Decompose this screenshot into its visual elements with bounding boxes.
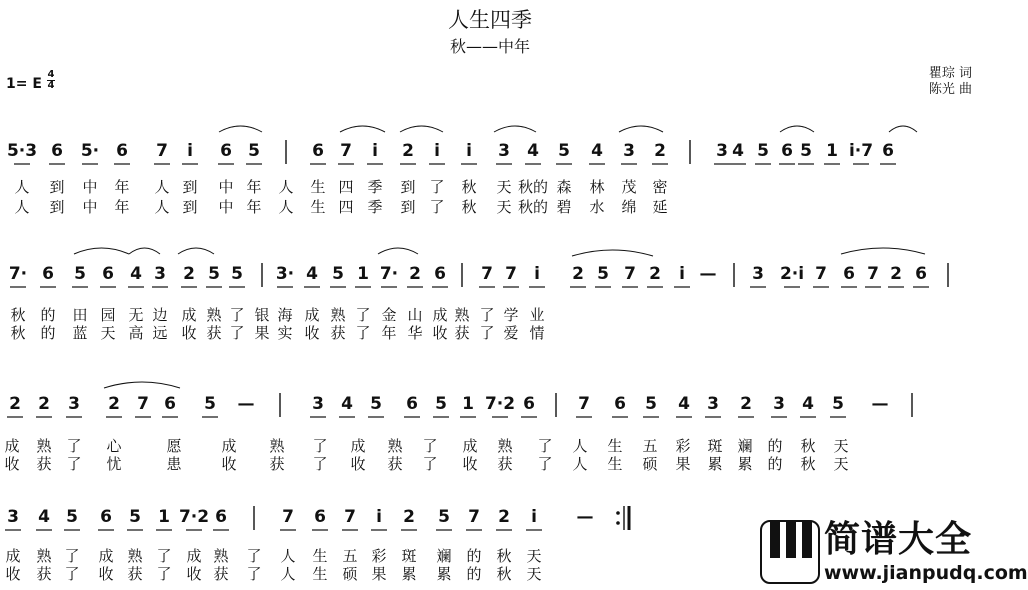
note-token: 2 (409, 264, 421, 284)
lyric-char: 获 (36, 455, 52, 473)
note-token: 7 (815, 264, 827, 284)
lyric-char: 到 (400, 198, 416, 216)
lyric-char: 中 (82, 178, 98, 196)
lyric-char: 年 (246, 178, 262, 196)
note-token: 1 (462, 394, 474, 414)
lyric-char: 秋 (10, 306, 26, 324)
lyric-char: 人 (154, 198, 170, 216)
slur-arc (841, 248, 925, 254)
note-token: i·7 (848, 141, 874, 161)
lyric-char: 秋的 (517, 198, 549, 216)
lyric-char: 生 (310, 198, 326, 216)
lyricist-credit: 瞿琮 词 (928, 66, 972, 81)
note-token: 7 (344, 507, 356, 527)
note-token: 2 (654, 141, 666, 161)
lyric-char: 林 (589, 178, 605, 196)
lyric-char: 蓝 (72, 324, 88, 342)
lyric-char: 茂 (621, 178, 637, 196)
lyric-char: 高 (128, 324, 144, 342)
lyric-char: 密 (652, 178, 668, 196)
lyric-char: 成 (4, 437, 20, 455)
lyric-char: 中 (218, 178, 234, 196)
lyric-char: 收 (186, 565, 202, 583)
note-token: 7 (156, 141, 168, 161)
lyric-char: 山 (407, 306, 423, 324)
note-token: 1 (826, 141, 838, 161)
lyric-char: 到 (182, 198, 198, 216)
note-token: 5 (435, 394, 447, 414)
lyric-char: 彩 (371, 547, 387, 565)
lyric-char: 绵 (621, 198, 637, 216)
lyric-char: 熟 (497, 437, 513, 455)
lyric-char: 获 (36, 565, 52, 583)
lyric-char: 情 (529, 324, 545, 342)
slur-arc (74, 248, 129, 254)
note-token: 5 (248, 141, 260, 161)
lyric-char: 获 (454, 324, 470, 342)
lyric-char: 四 (338, 198, 354, 216)
lyric-char: 了 (246, 547, 262, 565)
lyric-char: 天 (496, 178, 512, 196)
note-token: 2 (740, 394, 752, 414)
note-token: 7·2 (484, 394, 516, 414)
lyric-char: 成 (350, 437, 366, 455)
lyric-char: 四 (338, 178, 354, 196)
lyric-char: 成 (186, 547, 202, 565)
lyric-char: 的 (466, 565, 482, 583)
lyric-char: 成 (5, 547, 21, 565)
lyric-char: 愿 (166, 437, 182, 455)
lyric-char: 的 (466, 547, 482, 565)
lyric-char: 获 (127, 565, 143, 583)
lyric-char: 人 (572, 437, 588, 455)
note-token: 2 (498, 507, 510, 527)
lyric-char: 收 (304, 324, 320, 342)
slur-arc (400, 126, 443, 132)
lyric-char: 秋的 (517, 178, 549, 196)
note-token: 7 (867, 264, 879, 284)
lyric-char: 人 (14, 178, 30, 196)
note-token: 6 (781, 141, 793, 161)
note-token: 6 (523, 394, 535, 414)
slur-arc (780, 126, 814, 132)
lyric-char: 人 (280, 565, 296, 583)
lyric-char: 获 (497, 455, 513, 473)
lyric-char: 天 (526, 547, 542, 565)
slur-arc (178, 248, 214, 254)
lyric-char: 年 (114, 198, 130, 216)
note-token: 6 (220, 141, 232, 161)
lyric-char: 收 (4, 455, 20, 473)
note-token: i (434, 141, 440, 161)
note-token: 4 (732, 141, 744, 161)
note-token: 7 (505, 264, 517, 284)
lyric-char: 斓 (737, 437, 753, 455)
lyric-char: 到 (400, 178, 416, 196)
note-token: 3 (7, 507, 19, 527)
note-token: 2 (183, 264, 195, 284)
lyric-char: 五 (342, 547, 358, 565)
lyric-char: 年 (246, 198, 262, 216)
lyric-char: 熟 (36, 437, 52, 455)
lyric-char: 到 (49, 198, 65, 216)
lyric-char: 获 (206, 324, 222, 342)
note-token: 3 (312, 394, 324, 414)
lyric-char: 生 (310, 178, 326, 196)
note-token: 6 (406, 394, 418, 414)
lyric-char: 了 (429, 198, 445, 216)
slur-arc (494, 126, 536, 132)
lyric-char: 成 (432, 306, 448, 324)
lyric-char: 人 (154, 178, 170, 196)
lyric-char: 了 (229, 324, 245, 342)
note-token: i (466, 141, 472, 161)
lyric-char: 秋 (461, 178, 477, 196)
lyric-char: 成 (221, 437, 237, 455)
lyric-char: 无 (128, 306, 144, 324)
lyric-char: 累 (436, 565, 452, 583)
note-token: 6 (100, 507, 112, 527)
note-token: 2 (403, 507, 415, 527)
lyric-char: 了 (66, 437, 82, 455)
lyric-char: 收 (350, 455, 366, 473)
note-token: 5 (66, 507, 78, 527)
lyric-char: 天 (833, 437, 849, 455)
lyric-char: 水 (589, 198, 605, 216)
piano-icon (760, 520, 820, 584)
slur-arc (219, 126, 262, 132)
note-token: 2 (649, 264, 661, 284)
note-token: 7 (624, 264, 636, 284)
note-token: 7 (481, 264, 493, 284)
note-token: i (376, 507, 382, 527)
note-token: 6 (215, 507, 227, 527)
lyric-char: 年 (381, 324, 397, 342)
lyric-char: 人 (280, 547, 296, 565)
lyric-char: 累 (707, 455, 723, 473)
note-token: 4 (527, 141, 539, 161)
lyric-char: 心 (106, 437, 122, 455)
lyric-char: 了 (422, 437, 438, 455)
lyric-char: 熟 (454, 306, 470, 324)
note-token: 6 (116, 141, 128, 161)
lyric-char: 人 (278, 178, 294, 196)
lyric-char: 了 (156, 547, 172, 565)
note-token: 7 (282, 507, 294, 527)
note-token: 5 (438, 507, 450, 527)
repeat-dot (616, 521, 620, 525)
note-token: 2 (572, 264, 584, 284)
lyric-char: 的 (40, 324, 56, 342)
lyric-char: 熟 (269, 437, 285, 455)
note-token: 6 (312, 141, 324, 161)
lyric-char: 园 (100, 306, 116, 324)
lyric-char: 了 (422, 455, 438, 473)
lyric-char: 田 (72, 306, 88, 324)
slur-arc (889, 126, 917, 132)
note-token: 2 (890, 264, 902, 284)
lyric-char: 天 (833, 455, 849, 473)
lyric-char: 成 (181, 306, 197, 324)
lyric-char: 爱 (503, 324, 519, 342)
note-token: 6 (314, 507, 326, 527)
lyric-char: 熟 (36, 547, 52, 565)
lyric-char: 了 (355, 324, 371, 342)
lyric-char: 人 (14, 198, 30, 216)
lyric-char: 到 (182, 178, 198, 196)
note-token: 5 (204, 394, 216, 414)
note-token: i (679, 264, 685, 284)
lyric-char: 了 (355, 306, 371, 324)
note-token: 5 (332, 264, 344, 284)
lyric-char: 斓 (436, 547, 452, 565)
lyric-char: 金 (381, 306, 397, 324)
note-token: 3 (623, 141, 635, 161)
lyric-char: 斑 (401, 547, 417, 565)
lyric-char: 远 (152, 324, 168, 342)
note-token: 5 (597, 264, 609, 284)
note-token: 5 (74, 264, 86, 284)
note-token: 7· (379, 264, 399, 284)
note-token: 5 (558, 141, 570, 161)
note-token: 3 (752, 264, 764, 284)
note-token: 2 (38, 394, 50, 414)
site-url: www.jianpudq.com (824, 562, 1028, 584)
note-token: 4 (591, 141, 603, 161)
lyric-char: 累 (737, 455, 753, 473)
note-token: 7 (468, 507, 480, 527)
lyric-char: 获 (387, 455, 403, 473)
lyric-char: 天 (526, 565, 542, 583)
lyric-char: 了 (537, 455, 553, 473)
lyric-char: 生 (312, 565, 328, 583)
lyric-char: 边 (152, 306, 168, 324)
note-token: 4 (306, 264, 318, 284)
note-token: 6 (915, 264, 927, 284)
lyric-char: 收 (5, 565, 21, 583)
page-subtitle: 秋——中年 (449, 37, 530, 56)
lyric-char: 了 (312, 455, 328, 473)
note-token: 4 (38, 507, 50, 527)
lyric-char: 秋 (10, 324, 26, 342)
brand-name: 简谱大全 (824, 519, 973, 560)
note-token: 6 (434, 264, 446, 284)
lyric-char: 季 (367, 178, 383, 196)
note-token: 2 (108, 394, 120, 414)
lyric-char: 了 (312, 437, 328, 455)
note-token: 2·i (779, 264, 805, 284)
lyric-char: 成 (98, 547, 114, 565)
note-token: 5· (80, 141, 100, 161)
note-token: 1 (158, 507, 170, 527)
note-token: 3 (716, 141, 728, 161)
note-token: 4 (678, 394, 690, 414)
lyric-char: 生 (607, 455, 623, 473)
note-token: 7 (578, 394, 590, 414)
note-token: 3 (154, 264, 166, 284)
note-token: 6 (882, 141, 894, 161)
note-token: i (534, 264, 540, 284)
note-token: 3 (707, 394, 719, 414)
lyric-char: 成 (462, 437, 478, 455)
note-token: 5 (208, 264, 220, 284)
note-token: 5 (370, 394, 382, 414)
lyric-char: 收 (462, 455, 478, 473)
lyric-char: 果 (254, 324, 270, 342)
lyric-char: 碧 (556, 198, 572, 216)
lyric-char: 秋 (461, 198, 477, 216)
lyric-char: 熟 (127, 547, 143, 565)
lyric-char: 天 (496, 198, 512, 216)
slur-arc (572, 250, 653, 256)
note-token: 1 (357, 264, 369, 284)
lyric-char: 人 (572, 455, 588, 473)
lyric-char: 到 (49, 178, 65, 196)
lyric-char: 熟 (330, 306, 346, 324)
lyric-char: 的 (767, 437, 783, 455)
page-title: 人生四季 (448, 8, 532, 32)
lyric-char: 果 (675, 455, 691, 473)
lyric-char: 硕 (642, 455, 658, 473)
lyric-char: 忧 (106, 455, 122, 473)
lyric-char: 秋 (800, 437, 816, 455)
note-token: 6 (843, 264, 855, 284)
note-token: 3 (773, 394, 785, 414)
note-token: 7 (137, 394, 149, 414)
note-token: 6 (164, 394, 176, 414)
note-token: 7 (340, 141, 352, 161)
slur-arc (619, 126, 663, 132)
lyric-char: 收 (432, 324, 448, 342)
lyric-char: 业 (529, 306, 545, 324)
composer-credit: 陈光 曲 (928, 82, 972, 97)
key-signature: 1= E (6, 76, 42, 92)
note-token: 5 (832, 394, 844, 414)
lyric-char: 斑 (707, 437, 723, 455)
lyric-char: 了 (156, 565, 172, 583)
lyric-char: 了 (64, 547, 80, 565)
lyric-char: 了 (229, 306, 245, 324)
lyric-char: 患 (166, 455, 182, 473)
note-token: 3· (275, 264, 295, 284)
note-token: — (699, 264, 717, 284)
slur-arc (340, 126, 385, 132)
lyric-char: 实 (277, 324, 293, 342)
lyric-char: 中 (218, 198, 234, 216)
note-token: 4 (130, 264, 142, 284)
lyric-char: 五 (642, 437, 658, 455)
lyric-char: 收 (221, 455, 237, 473)
note-token: 5 (800, 141, 812, 161)
lyric-char: 收 (181, 324, 197, 342)
lyric-char: 彩 (675, 437, 691, 455)
note-token: — (576, 507, 594, 527)
lyric-char: 收 (98, 565, 114, 583)
lyric-char: 了 (479, 324, 495, 342)
note-token: 2 (9, 394, 21, 414)
lyric-char: 年 (114, 178, 130, 196)
note-token: i (372, 141, 378, 161)
lyric-char: 天 (100, 324, 116, 342)
lyric-char: 生 (312, 547, 328, 565)
lyric-char: 森 (556, 178, 572, 196)
note-token: — (871, 394, 889, 414)
lyric-char: 季 (367, 198, 383, 216)
lyric-char: 累 (401, 565, 417, 583)
note-token: 3 (498, 141, 510, 161)
note-token: 5 (129, 507, 141, 527)
lyric-char: 秋 (496, 565, 512, 583)
note-token: 5 (645, 394, 657, 414)
lyric-char: 了 (537, 437, 553, 455)
lyric-char: 的 (767, 455, 783, 473)
lyric-char: 了 (479, 306, 495, 324)
lyric-char: 中 (82, 198, 98, 216)
note-token: 5·3 (6, 141, 38, 161)
note-token: 2 (402, 141, 414, 161)
lyric-char: 获 (213, 565, 229, 583)
repeat-dot (616, 511, 620, 515)
lyric-char: 了 (429, 178, 445, 196)
lyric-char: 获 (269, 455, 285, 473)
meter-top: 4 (47, 69, 55, 80)
note-token: 3 (68, 394, 80, 414)
lyric-char: 海 (277, 306, 293, 324)
note-token: 4 (341, 394, 353, 414)
slur-arc (104, 382, 180, 388)
lyric-char: 银 (254, 306, 270, 324)
lyric-char: 获 (330, 324, 346, 342)
lyric-char: 秋 (496, 547, 512, 565)
lyric-char: 成 (304, 306, 320, 324)
lyric-char: 学 (503, 306, 519, 324)
note-token: 5 (231, 264, 243, 284)
lyric-char: 的 (40, 306, 56, 324)
lyric-char: 了 (246, 565, 262, 583)
lyric-char: 秋 (800, 455, 816, 473)
note-token: — (237, 394, 255, 414)
note-token: i (187, 141, 193, 161)
lyric-char: 熟 (387, 437, 403, 455)
meter-bottom: 4 (47, 80, 55, 91)
note-token: i (531, 507, 537, 527)
slur-arc (378, 248, 418, 254)
note-token: 5 (757, 141, 769, 161)
lyric-char: 延 (652, 198, 668, 216)
lyric-char: 华 (407, 324, 423, 342)
note-token: 7·2 (178, 507, 210, 527)
note-token: 6 (51, 141, 63, 161)
lyric-char: 熟 (213, 547, 229, 565)
lyric-char: 生 (607, 437, 623, 455)
site-logo[interactable] (760, 519, 1028, 586)
lyric-char: 果 (371, 565, 387, 583)
lyric-char: 了 (64, 565, 80, 583)
lyric-char: 熟 (206, 306, 222, 324)
lyric-char: 了 (66, 455, 82, 473)
lyric-char: 人 (278, 198, 294, 216)
note-token: 6 (42, 264, 54, 284)
note-token: 4 (802, 394, 814, 414)
note-token: 6 (614, 394, 626, 414)
slur-arc (129, 248, 160, 254)
note-token: 6 (102, 264, 114, 284)
lyric-char: 硕 (342, 565, 358, 583)
note-token: 7· (8, 264, 28, 284)
